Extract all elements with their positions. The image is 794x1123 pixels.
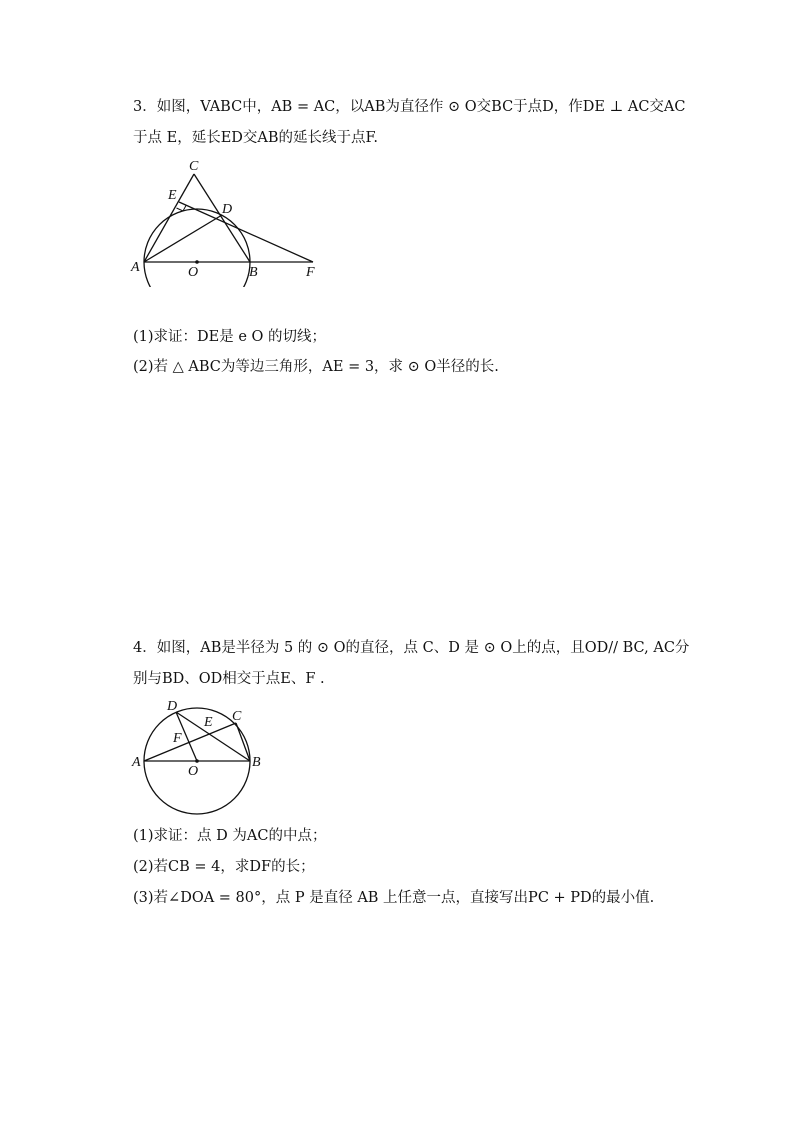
problem-3-statement-line-1: 3．如图，VABC中，AB = AC，以AB为直径作 ⊙ O交BC于点D，作DE ⊥ AC交AC — [133, 99, 686, 115]
segment-ef — [179, 202, 313, 262]
segment-ad — [144, 215, 222, 262]
problem-4-statement-line-1: 4．如图，AB是半径为 5 的 ⊙ O的直径，点 C、D 是 ⊙ O上的点，且OD// BC, AC分 — [133, 640, 690, 656]
label-f: F — [173, 731, 182, 746]
label-b: B — [249, 265, 258, 280]
problem-3-diagram — [125, 152, 335, 287]
problem-4-diagram — [125, 692, 275, 822]
problem-4-figure — [125, 692, 275, 822]
center-point-o — [195, 759, 199, 763]
problem-4-statement-line-2: 别与BD、OD相交于点E、F . — [133, 671, 325, 687]
problem-3-figure — [125, 152, 335, 287]
label-d: D — [222, 202, 233, 217]
label-a: A — [131, 260, 140, 275]
problem-3-statement-line-2: 于点 E，延长ED交AB的延长线于点F. — [133, 130, 378, 146]
problem-4-part-3: (3)若∠DOA = 80°，点 P 是直径 AB 上任意一点，直接写出PC + PD的最小值. — [133, 890, 655, 906]
problem-4-part-2: (2)若CB = 4，求DF的长； — [133, 859, 315, 875]
label-a: A — [132, 755, 141, 770]
label-e: E — [204, 715, 213, 730]
label-c: C — [232, 709, 242, 724]
label-e: E — [168, 188, 177, 203]
label-o: O — [188, 265, 199, 280]
center-point-o — [195, 260, 199, 264]
label-o: O — [188, 764, 199, 779]
label-c: C — [189, 159, 199, 174]
label-b: B — [252, 755, 261, 770]
problem-3-part-1: (1)求证：DE是 e O 的切线； — [133, 329, 327, 345]
label-f: F — [306, 265, 315, 280]
problem-4-part-1: (1)求证：点 D 为AC的中点； — [133, 828, 327, 844]
label-d: D — [167, 699, 178, 714]
segment-cb — [236, 723, 250, 761]
problem-3-part-2: (2)若 △ ABC为等边三角形，AE = 3，求 ⊙ O半径的长. — [133, 359, 499, 375]
segment-cb — [194, 174, 250, 262]
